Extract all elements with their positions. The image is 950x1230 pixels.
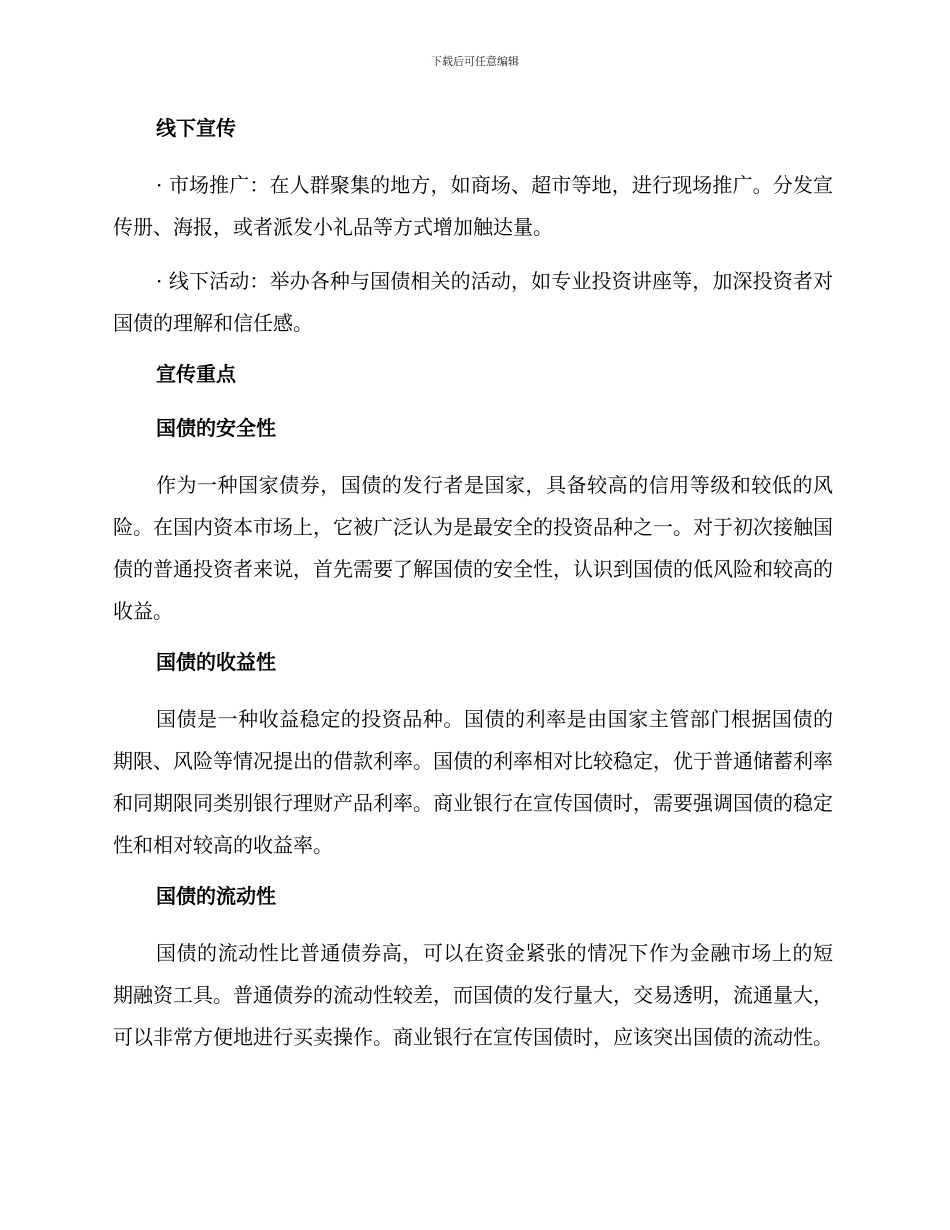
paragraph-liquidity: 国债的流动性比普通债券高，可以在资金紧张的情况下作为金融市场上的短期融资工具。普通债券的流动性较差，而国债的发行量大，交易透明，流通量大，可以非常方便地进行买卖操作。商业银行在宣传国债时，应该突出国债的流动性。 [113, 941, 833, 1049]
section-heading-promotion-focus: 宣传重点 [156, 362, 236, 386]
paragraph-yield: 国债是一种收益稳定的投资品种。国债的利率是由国家主管部门根据国债的期限、风险等情况提出的借款利率。国债的利率相对比较稳定，优于普通储蓄利率和同期限同类别银行理财产品利率。商业银行在宣传国债时，需要强调国债的稳定性和相对较高的收益率。 [113, 707, 833, 857]
bullet-market-promotion: · 市场推广：在人群聚集的地方，如商场、超市等地，进行现场推广。分发宣传册、海报，或者派发小礼品等方式增加触达量。 [113, 173, 833, 239]
section-heading-yield: 国债的收益性 [156, 650, 276, 674]
document-body [113, 110, 833, 1070]
paragraph-safety: 作为一种国家债券，国债的发行者是国家，具备较高的信用等级和较低的风险。在国内资本市场上，它被广泛认为是最安全的投资品种之一。对于初次接触国债的普通投资者来说，首先需要了解国债的安全性，认识到国债的低风险和较高的收益。 [113, 473, 833, 623]
page-header-note: 下载后可任意编辑 [431, 55, 519, 68]
section-heading-safety: 国债的安全性 [156, 416, 276, 440]
section-heading-liquidity: 国债的流动性 [156, 884, 276, 908]
bullet-offline-activities: · 线下活动：举办各种与国债相关的活动，如专业投资讲座等，加深投资者对国债的理解和信任感。 [113, 269, 833, 335]
section-heading-offline-promotion: 线下宣传 [156, 116, 236, 140]
